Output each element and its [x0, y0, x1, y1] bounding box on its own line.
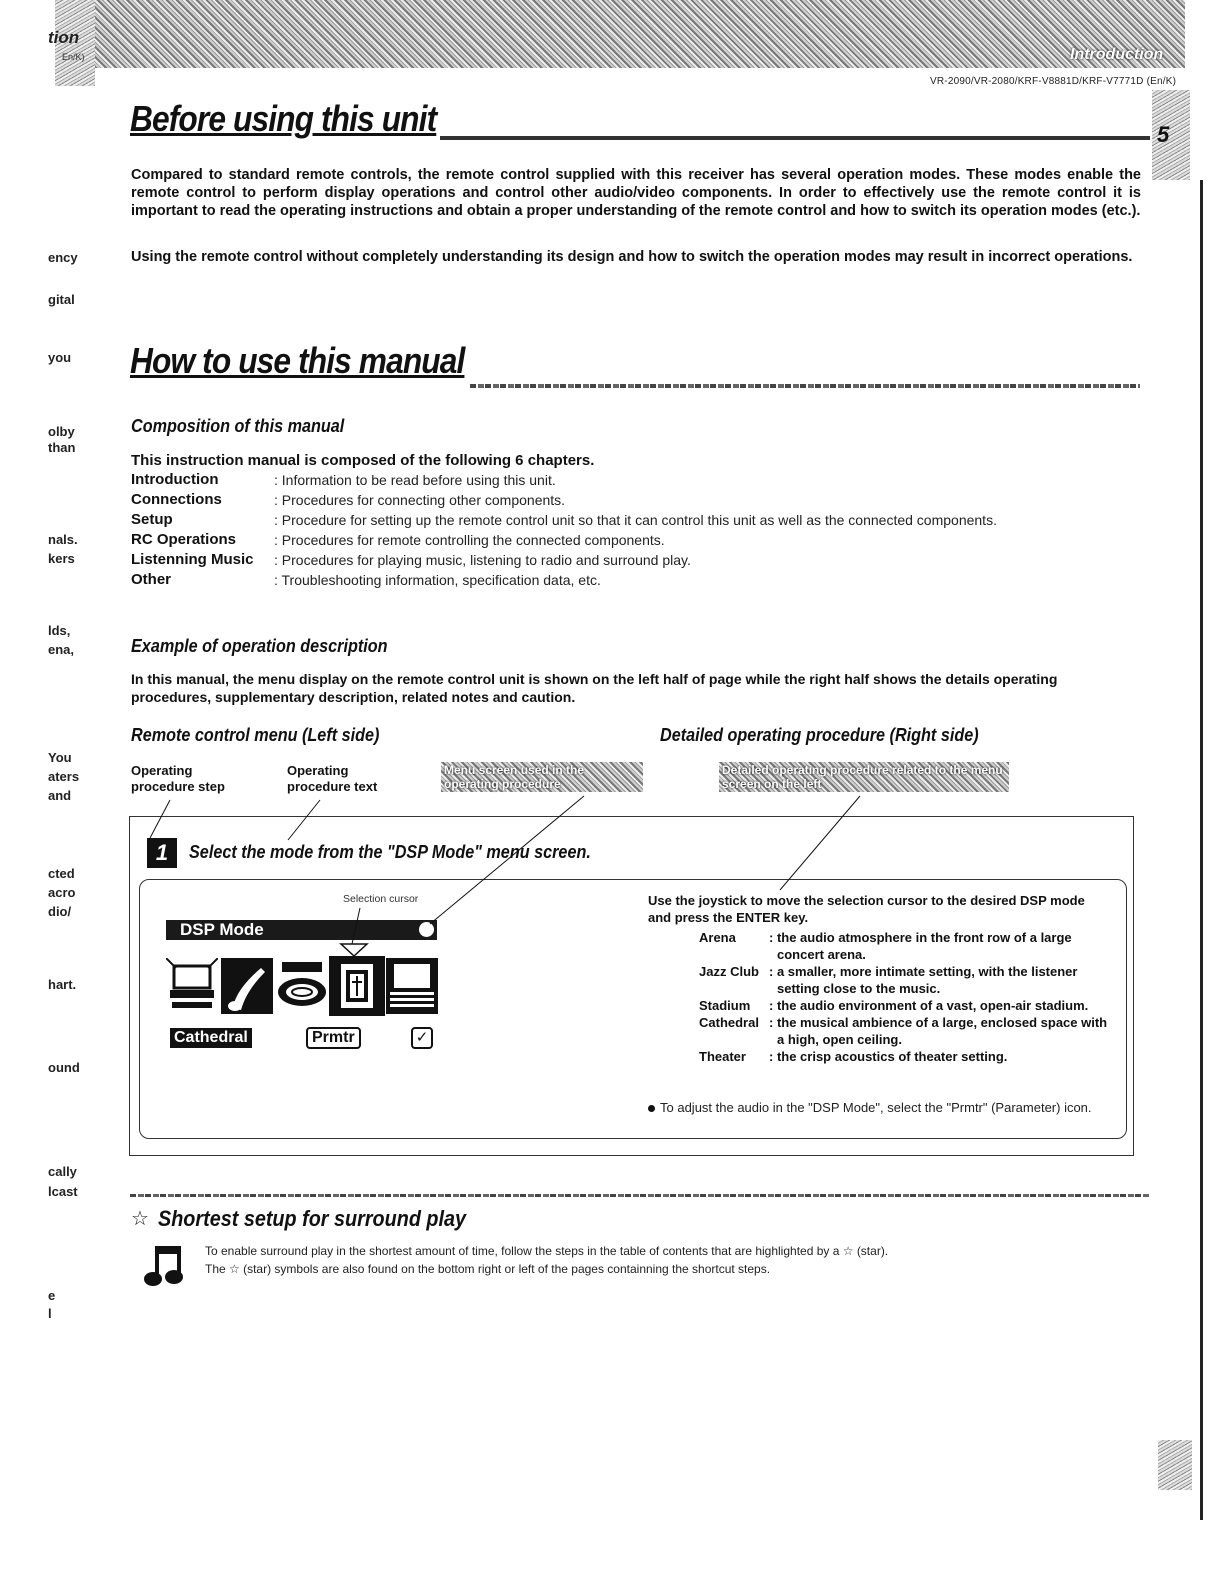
chapter-name: RC Operations — [131, 531, 237, 548]
chapter-desc: : Procedures for connecting other components. — [274, 492, 566, 508]
mode-list — [699, 929, 1109, 1065]
example-heading: Example of operation description — [131, 636, 388, 656]
star-icon: ☆ — [131, 1208, 149, 1230]
mode-name: Jazz Club — [699, 964, 759, 979]
composition-heading: Composition of this manual — [131, 416, 345, 436]
mode-row — [699, 997, 1109, 1014]
margin-frag: cally — [48, 1164, 77, 1179]
selected-mode-label: Cathedral — [170, 1028, 252, 1048]
chapter-name: Listenning Music — [131, 551, 254, 568]
mode-desc: : the musical ambience of a large, enclosed space with a high, open ceiling. — [769, 1015, 1108, 1047]
howto-title: How to use this manual — [130, 340, 465, 381]
margin-frag: dio/ — [48, 904, 72, 919]
margin-frag: e — [48, 1288, 56, 1303]
section-tab: Introduction — [1070, 46, 1164, 63]
shortest-rule — [130, 1194, 1150, 1197]
instruction-text: Use the joystick to move the selection cursor to the desired DSP mode and press the ENTER key. — [648, 893, 1085, 925]
chapter-name: Other — [131, 571, 172, 588]
margin-frag: cted — [48, 866, 75, 881]
composition-intro: This instruction manual is composed of the following 6 chapters. — [131, 452, 595, 469]
label-procedure-step: Operating procedure step — [131, 763, 225, 794]
left-side-heading: Remote control menu (Left side) — [131, 725, 380, 745]
step-number: 1 — [155, 840, 169, 865]
selection-cursor-label: Selection cursor — [343, 893, 419, 905]
mode-row — [699, 1048, 1109, 1065]
margin-tab: tion — [48, 28, 80, 47]
margin-frag: than — [48, 440, 76, 455]
chapter-desc: : Procedures for playing music, listening to radio and surround play. — [274, 552, 691, 568]
example-intro: In this manual, the menu display on the remote control unit is shown on the left half of page while the right half shows the details operating procedures, supplementary description, related notes and caution. — [131, 671, 1058, 705]
music-note-icon — [143, 1244, 183, 1288]
label-procedure-text: Operating procedure text — [287, 763, 378, 794]
margin-frag: You — [48, 750, 72, 765]
margin-frag: and — [48, 788, 72, 803]
label-menu-screen: Menu screen used in the operating procedure — [441, 762, 643, 792]
margin-frag: aters — [48, 769, 80, 784]
chapter-name: Connections — [131, 491, 222, 508]
mode-name: Theater — [699, 1049, 746, 1064]
margin-frag: lds, — [48, 623, 71, 638]
chapter-desc: : Troubleshooting information, specification data, etc. — [274, 572, 601, 588]
model-line: VR-2090/VR-2080/KRF-V8881D/KRF-V7771D (En/K) — [930, 76, 1177, 87]
margin-frag: you — [48, 350, 72, 365]
margin-frag: gital — [48, 292, 75, 307]
mode-name: Cathedral — [699, 1015, 759, 1030]
margin-frag: olby — [48, 424, 75, 439]
before-paragraph-1: Compared to standard remote controls, the remote control supplied with this receiver has several operation modes. These modes enable the remote control to perform display operations and control other audio/video components. In order to effectively use the remote control it is important to read the operating instructions and obtain a proper understanding of the remote control and how to switch its operation modes (etc.). — [131, 167, 1141, 219]
before-paragraph-2: Using the remote control without completely understanding its design and how to switch the operation modes may result in incorrect operations. — [131, 249, 1133, 265]
mode-row — [699, 1014, 1109, 1048]
page-number: 5 — [1157, 122, 1170, 147]
margin-frag: hart. — [48, 977, 77, 992]
margin-frag: ound — [48, 1060, 80, 1075]
shortest-line-1: To enable surround play in the shortest amount of time, follow the steps in the table of contents that are highlighted by a ☆ (star). — [205, 1244, 889, 1258]
parameter-button[interactable]: Prmtr — [306, 1027, 361, 1049]
mode-desc: : the crisp acoustics of theater setting. — [769, 1049, 1008, 1064]
dsp-mode-title: DSP Mode — [180, 920, 264, 939]
shortest-line-2: The ☆ (star) symbols are also found on the bottom right or left of the pages containning the shortcut steps. — [205, 1262, 771, 1276]
shortest-title: Shortest setup for surround play — [158, 1206, 467, 1231]
check-icon[interactable]: ✓ — [411, 1027, 433, 1049]
margin-code: En/K) — [62, 52, 85, 62]
mode-desc: : a smaller, more intimate setting, with the listener setting close to the music. — [769, 964, 1078, 996]
margin-frag: acro — [48, 885, 76, 900]
chapter-name: Introduction — [131, 471, 219, 488]
mode-desc: : the audio environment of a vast, open-air stadium. — [769, 998, 1089, 1013]
chapter-desc: : Information to be read before using this unit. — [274, 472, 556, 488]
note-bullet-icon — [648, 1105, 655, 1112]
mode-name: Arena — [699, 930, 736, 945]
chapter-desc: : Procedures for remote controlling the connected components. — [274, 532, 665, 548]
mode-desc: : the audio atmosphere in the front row of a large concert arena. — [769, 930, 1072, 962]
chapter-name: Setup — [131, 511, 173, 528]
mode-name: Stadium — [699, 998, 751, 1013]
right-side-heading: Detailed operating procedure (Right side) — [660, 725, 979, 745]
margin-frag: l — [48, 1306, 52, 1321]
margin-frag: nals. — [48, 532, 78, 547]
step-text: Select the mode from the "DSP Mode" menu screen. — [189, 842, 591, 862]
chapter-desc: : Procedure for setting up the remote control unit so that it can control this unit as well as the connected components. — [274, 512, 997, 528]
margin-frag: ena, — [48, 642, 75, 657]
margin-frag: ency — [48, 250, 78, 265]
mode-row — [699, 929, 1109, 963]
margin-frag: lcast — [48, 1184, 78, 1199]
note-text: To adjust the audio in the "DSP Mode", select the "Prmtr" (Parameter) icon. — [660, 1100, 1092, 1115]
mode-row — [699, 963, 1109, 997]
label-detailed-procedure: Detailed operating procedure related to the menu screen on the left — [719, 762, 1009, 792]
before-title: Before using this unit — [130, 98, 437, 139]
margin-frag: kers — [48, 551, 75, 566]
